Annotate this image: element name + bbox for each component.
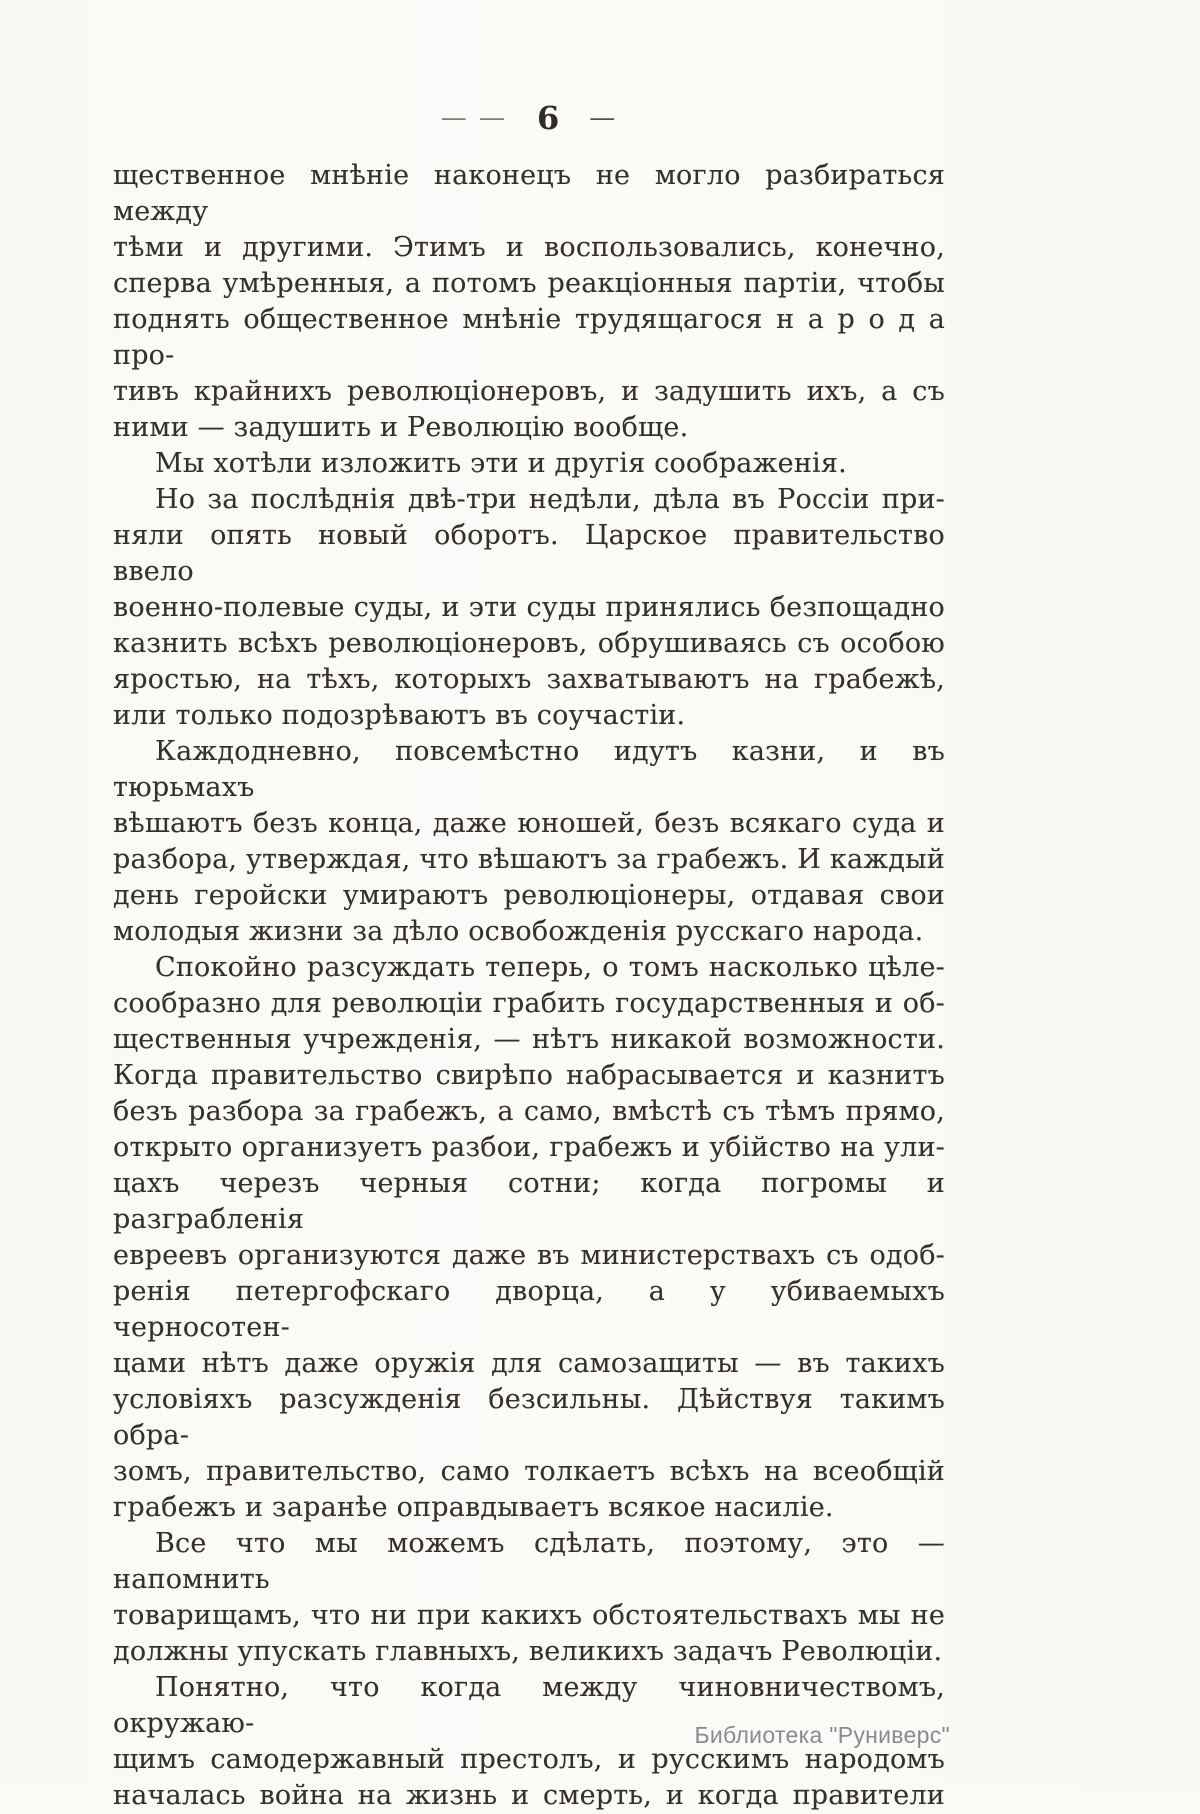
text-line: Мы хотѣли изложить эти и другія соображенія. — [155, 448, 847, 479]
text-line: Когда правительство свирѣпо набрасывается и казнитъ — [113, 1060, 945, 1091]
text-line: безъ разбора за грабежъ, а само, вмѣстѣ съ тѣмъ прямо, — [113, 1096, 945, 1127]
library-watermark: Библиотека "Руниверс" — [694, 1722, 950, 1748]
text-line: евреевъ организуются даже въ министерствахъ съ одоб- — [113, 1240, 945, 1271]
text-line: ними — задушить и Революцію вообще. — [113, 412, 689, 443]
text-line: или только подозрѣваютъ въ соучастіи. — [113, 700, 686, 731]
text-line: вѣшаютъ безъ конца, даже юношей, безъ всякаго суда и — [113, 808, 945, 839]
header-left-dash: — — — [440, 103, 507, 133]
text-line: щимъ самодержавный престолъ, и русскимъ народомъ — [113, 1744, 945, 1775]
text-block — [113, 158, 945, 1814]
page-header — [113, 96, 945, 140]
text-line: открыто организуетъ разбои, грабежъ и убійство на ули- — [113, 1132, 945, 1163]
text-line: началась война на жизнь и смерть, и когда правители — [113, 1780, 945, 1811]
text-line: щественныя учрежденія, — нѣтъ никакой возможности. — [113, 1024, 945, 1055]
text-line: сообразно для революціи грабить государственныя и об- — [113, 988, 945, 1019]
text-line: ренія петергофскаго дворца, а у убиваемыхъ черносотен- — [113, 1276, 945, 1343]
text-line: Все что мы можемъ сдѣлать, поэтому, это — напомнить — [113, 1528, 945, 1595]
text-column — [113, 96, 945, 1814]
page-number: 6 — [537, 99, 560, 137]
header-right-dash: — — [589, 103, 618, 133]
text-line: няли опять новый оборотъ. Царское правительство ввело — [113, 520, 945, 587]
text-line: товарищамъ, что ни при какихъ обстоятельствахъ мы не — [113, 1600, 945, 1631]
text-line: Но за послѣднія двѣ-три недѣли, дѣла въ Россіи при- — [155, 484, 945, 515]
text-line: разбора, утверждая, что вѣшаютъ за грабежъ. И каждый — [113, 844, 945, 875]
text-line: поднять общественное мнѣніе трудящагося н а р о д а про- — [113, 304, 945, 371]
text-line: условіяхъ разсужденія безсильны. Дѣйствуя такимъ обра- — [113, 1384, 945, 1451]
text-line: тѣми и другими. Этимъ и воспользовались, конечно, — [113, 232, 945, 263]
text-line: яростью, на тѣхъ, которыхъ захватываютъ на грабежѣ, — [113, 664, 945, 695]
text-line: Спокойно разсуждать теперь, о томъ насколько цѣле- — [155, 952, 945, 983]
text-line: тивъ крайнихъ революціонеровъ, и задушить ихъ, а съ — [113, 376, 945, 407]
text-line: грабежъ и заранѣе оправдываетъ всякое насиліе. — [113, 1492, 834, 1523]
text-line: Понятно, что когда между чиновничествомъ, окружаю- — [113, 1672, 945, 1739]
text-line: казнить всѣхъ революціонеровъ, обрушиваясь съ особою — [113, 628, 945, 659]
text-line: цами нѣтъ даже оружія для самозащиты — въ такихъ — [113, 1348, 945, 1379]
text-line: сперва умѣренныя, а потомъ реакціонныя партіи, чтобы — [113, 268, 945, 299]
text-line: день геройски умираютъ революціонеры, отдавая свои — [113, 880, 945, 911]
text-line: цахъ черезъ черныя сотни; когда погромы и разграбленія — [113, 1168, 945, 1235]
text-line: щественное мнѣніе наконецъ не могло разбираться между — [113, 160, 945, 227]
text-line: молодыя жизни за дѣло освобожденія русскаго народа. — [113, 916, 924, 947]
text-line: зомъ, правительство, само толкаетъ всѣхъ на всеобщій — [113, 1456, 945, 1487]
text-line: должны упускать главныхъ, великихъ задачъ Революціи. — [113, 1636, 943, 1667]
text-line: военно-полевые суды, и эти суды принялись безпощадно — [113, 592, 945, 623]
text-line: Каждодневно, повсемѣстно идутъ казни, и въ тюрьмахъ — [113, 736, 945, 803]
